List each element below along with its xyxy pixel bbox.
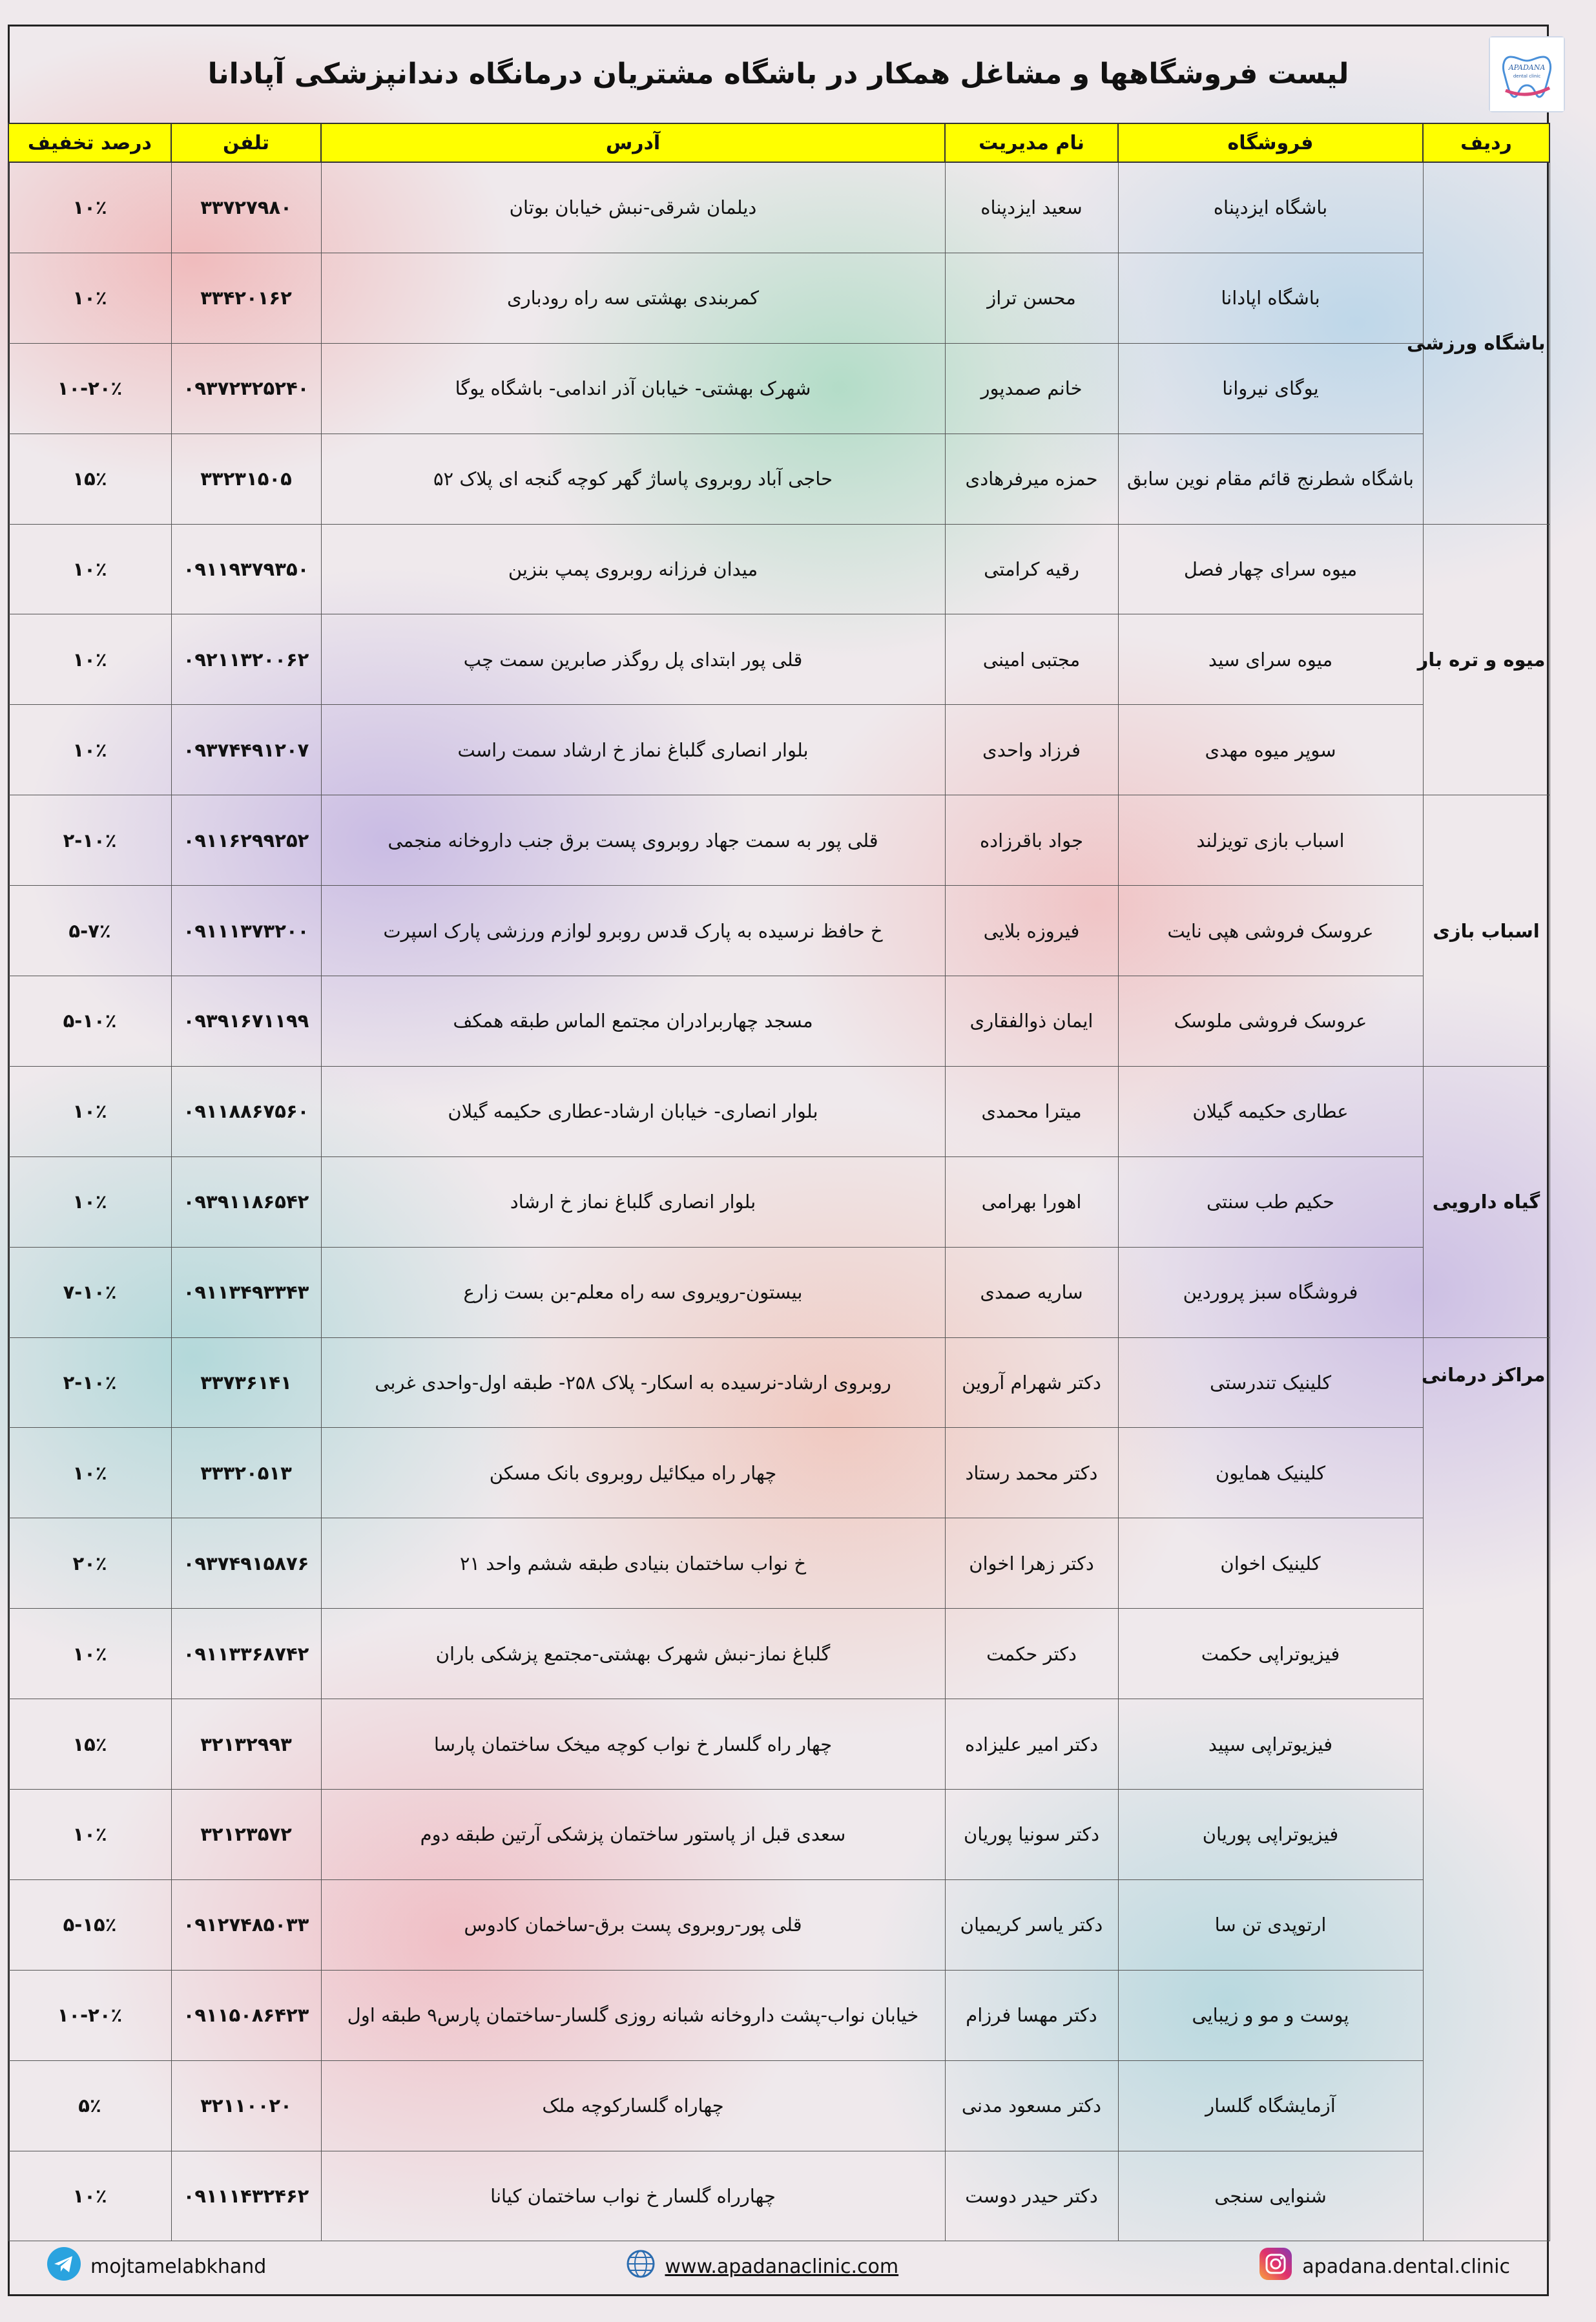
manager-cell: مجتبی امینی	[945, 614, 1118, 705]
store-cell: اسباب بازی تویزلند	[1118, 795, 1423, 886]
table-row	[8, 253, 1549, 343]
phone-cell: ۳۲۱۲۳۵۷۲	[171, 1790, 321, 1880]
address-cell: روبروی ارشاد-نرسیده به اسکار- پلاک ۲۵۸- طبقه اول-واحدی غربی	[321, 1337, 945, 1428]
manager-cell: ایمان ذوالفقاری	[945, 976, 1118, 1067]
website-url: www.apadanaclinic.com	[665, 2255, 899, 2278]
store-cell: یوگای نیروانا	[1118, 343, 1423, 434]
phone-cell: ۰۹۲۱۱۳۲۰۰۶۲	[171, 614, 321, 705]
phone-cell: ۳۳۲۳۱۵۰۵	[171, 434, 321, 524]
phone-cell: ۰۹۳۷۴۴۹۱۲۰۷	[171, 705, 321, 795]
store-cell: کلینیک تندرستی	[1118, 1337, 1423, 1428]
address-cell: بلوار انصاری- خیابان ارشاد-عطاری حکیمه گیلان	[321, 1066, 945, 1156]
manager-cell: دکتر زهرا اخوان	[945, 1518, 1118, 1609]
phone-cell: ۳۳۴۲۰۱۶۲	[171, 253, 321, 343]
discount-cell: ۵-۷٪	[8, 886, 171, 976]
table-row	[8, 1428, 1549, 1518]
table-row	[8, 1970, 1549, 2060]
table-row	[8, 1518, 1549, 1609]
instagram-handle: apadana.dental.clinic	[1302, 2255, 1510, 2278]
discount-cell: ۱۰٪	[8, 614, 171, 705]
table-row	[8, 1699, 1549, 1790]
category-cell: باشگاه ورزشی	[1423, 162, 1549, 524]
address-cell: خ نواب ساختمان بنیادی طبقه ششم واحد ۲۱	[321, 1518, 945, 1609]
store-cell: پوست و مو و زیبایی	[1118, 1970, 1423, 2060]
manager-cell: میترا محمدی	[945, 1066, 1118, 1156]
discount-cell: ۱۰٪	[8, 1428, 171, 1518]
phone-cell: ۰۹۱۱۵۰۸۶۴۲۳	[171, 1970, 321, 2060]
store-cell: باشگاه شطرنج قائم مقام نوین سابق	[1118, 434, 1423, 524]
store-cell: فیزیوتراپی حکمت	[1118, 1609, 1423, 1699]
phone-cell: ۰۹۱۲۷۴۸۵۰۳۳	[171, 1879, 321, 1970]
address-cell: مسجد چهاربرادران مجتمع الماس طبقه همکف	[321, 976, 945, 1067]
store-cell: سوپر میوه مهدی	[1118, 705, 1423, 795]
manager-cell: رقیه کرامتی	[945, 524, 1118, 614]
table-row	[8, 614, 1549, 705]
header-discount: درصد تخفیف	[8, 123, 171, 162]
table-row	[8, 1609, 1549, 1699]
discount-cell: ۱۰-۲۰٪	[8, 343, 171, 434]
store-cell: آزمایشگاه گلسار	[1118, 2060, 1423, 2151]
address-cell: خیابان نواب-پشت داروخانه شبانه روزی گلسار-ساختمان پارس۹ طبقه اول	[321, 1970, 945, 2060]
manager-cell: حمزه میرفرهادی	[945, 434, 1118, 524]
store-cell: ارتوپدی تن سا	[1118, 1879, 1423, 1970]
store-cell: فیزیوتراپی پوریان	[1118, 1790, 1423, 1880]
store-cell: کلینیک همایون	[1118, 1428, 1423, 1518]
manager-cell: دکتر مسعود مدنی	[945, 2060, 1118, 2151]
discount-cell: ۱۰٪	[8, 253, 171, 343]
title-bar	[8, 25, 1549, 123]
category-cell: گیاه دارویی	[1423, 1066, 1549, 1337]
website-link[interactable]	[626, 2249, 898, 2284]
partners-table	[8, 123, 1550, 2241]
manager-cell: دکتر حیدر دوست	[945, 2151, 1118, 2241]
discount-cell: ۱۰٪	[8, 524, 171, 614]
manager-cell: سعید ایزدپناه	[945, 162, 1118, 253]
manager-cell: خانم صمدپور	[945, 343, 1118, 434]
instagram-icon	[1258, 2246, 1293, 2286]
manager-cell: دکتر محمد رستاد	[945, 1428, 1118, 1518]
manager-cell: دکتر یاسر کریمیان	[945, 1879, 1118, 1970]
discount-cell: ۵-۱۵٪	[8, 1879, 171, 1970]
logo-brand-text: APADANA	[1508, 63, 1546, 72]
address-cell: چهاراه گلسارکوچه ملک	[321, 2060, 945, 2151]
address-cell: میدان فرزانه روبروی پمپ بنزین	[321, 524, 945, 614]
discount-cell: ۷-۱۰٪	[8, 1247, 171, 1337]
store-cell: حکیم طب سنتی	[1118, 1156, 1423, 1247]
table-row	[8, 705, 1549, 795]
phone-cell: ۰۹۱۱۶۲۹۹۲۵۲	[171, 795, 321, 886]
phone-cell: ۳۲۱۱۰۰۲۰	[171, 2060, 321, 2151]
discount-cell: ۱۰٪	[8, 2151, 171, 2241]
table-row	[8, 343, 1549, 434]
address-cell: دیلمان شرقی-نبش خیابان بوتان	[321, 162, 945, 253]
store-cell: عروسک فروشی ملوسک	[1118, 976, 1423, 1067]
phone-cell: ۰۹۱۱۹۳۷۹۳۵۰	[171, 524, 321, 614]
table-header-row	[8, 123, 1549, 162]
telegram-contact[interactable]	[47, 2246, 266, 2286]
phone-cell: ۰۹۱۱۸۸۶۷۵۶۰	[171, 1066, 321, 1156]
phone-cell: ۰۹۳۹۱۶۷۱۱۹۹	[171, 976, 321, 1067]
table-row	[8, 886, 1549, 976]
logo-sub-text: dental clinic	[1513, 74, 1541, 79]
discount-cell: ۵-۱۰٪	[8, 976, 171, 1067]
category-cell: اسباب بازی	[1423, 795, 1549, 1067]
table-row	[8, 2151, 1549, 2241]
table-row	[8, 162, 1549, 253]
address-cell: بلوار انصاری گلباغ نماز خ ارشاد	[321, 1156, 945, 1247]
table-row	[8, 1066, 1549, 1156]
footer	[8, 2237, 1549, 2296]
globe-icon	[626, 2249, 656, 2284]
category-cell: میوه و تره بار	[1423, 524, 1549, 795]
manager-cell: دکتر حکمت	[945, 1609, 1118, 1699]
address-cell: سعدی قبل از پاستور ساختمان پزشکی آرتین طبقه دوم	[321, 1790, 945, 1880]
discount-cell: ۱۰٪	[8, 1790, 171, 1880]
manager-cell: اهورا بهرامی	[945, 1156, 1118, 1247]
store-cell: عروسک فروشی هپی نایت	[1118, 886, 1423, 976]
store-cell: فیزیوتراپی سپید	[1118, 1699, 1423, 1790]
address-cell: شهرک بهشتی- خیابان آذر اندامی- باشگاه یوگا	[321, 343, 945, 434]
manager-cell: محسن تراز	[945, 253, 1118, 343]
table-row	[8, 524, 1549, 614]
discount-cell: ۱۰٪	[8, 1066, 171, 1156]
address-cell: گلباغ نماز-نبش شهرک بهشتی-مجتمع پزشکی باران	[321, 1609, 945, 1699]
manager-cell: جواد باقرزاده	[945, 795, 1118, 886]
telegram-handle: mojtamelabkhand	[90, 2255, 267, 2278]
discount-cell: ۵٪	[8, 2060, 171, 2151]
address-cell: بلوار انصاری گلباغ نماز خ ارشاد سمت راست	[321, 705, 945, 795]
page-title: لیست فروشگاهها و مشاغل همکار در باشگاه مشتریان درمانگاه دندانپزشکی آپادانا	[207, 57, 1349, 90]
address-cell: چهار راه گلسار خ نواب کوچه میخک ساختمان پارسا	[321, 1699, 945, 1790]
address-cell: خ حافظ نرسیده به پارک قدس روبرو لوازم ورزشی پارک اسپرت	[321, 886, 945, 976]
discount-cell: ۱۰٪	[8, 705, 171, 795]
store-cell: شنوایی سنجی	[1118, 2151, 1423, 2241]
address-cell: چهارراه گلسار خ نواب ساختمان کیانا	[321, 2151, 945, 2241]
phone-cell: ۰۹۱۱۳۳۶۸۷۴۲	[171, 1609, 321, 1699]
table-row	[8, 2060, 1549, 2151]
manager-cell: دکتر امیر علیزاده	[945, 1699, 1118, 1790]
phone-cell: ۰۹۳۷۴۹۱۵۸۷۶	[171, 1518, 321, 1609]
phone-cell: ۰۹۳۹۱۱۸۶۵۴۲	[171, 1156, 321, 1247]
table-row	[8, 1156, 1549, 1247]
header-phone: تلفن	[171, 123, 321, 162]
address-cell: قلی پور-روبروی پست برق-ساخمان کادوس	[321, 1879, 945, 1970]
phone-cell: ۰۹۱۱۳۴۹۳۳۴۳	[171, 1247, 321, 1337]
manager-cell: فیروزه بلایی	[945, 886, 1118, 976]
header-address: آدرس	[321, 123, 945, 162]
manager-cell: دکتر شهرام آروین	[945, 1337, 1118, 1428]
address-cell: قلی پور به سمت جهاد روبروی پست برق جنب داروخانه منجمی	[321, 795, 945, 886]
discount-cell: ۲-۱۰٪	[8, 795, 171, 886]
table-row	[8, 434, 1549, 524]
discount-cell: ۱۰٪	[8, 1609, 171, 1699]
table-row	[8, 1247, 1549, 1337]
telegram-icon	[47, 2246, 81, 2286]
address-cell: کمربندی بهشتی سه راه رودباری	[321, 253, 945, 343]
store-cell: میوه سرای سید	[1118, 614, 1423, 705]
store-cell: فروشگاه سبز پروردین	[1118, 1247, 1423, 1337]
address-cell: حاجی آباد روبروی پاساژ گهر کوچه گنجه ای پلاک ۵۲	[321, 434, 945, 524]
store-cell: عطاری حکیمه گیلان	[1118, 1066, 1423, 1156]
header-row-number: ردیف	[1423, 123, 1549, 162]
discount-cell: ۱۰٪	[8, 1156, 171, 1247]
phone-cell: ۳۳۷۲۷۹۸۰	[171, 162, 321, 253]
discount-cell: ۱۰٪	[8, 162, 171, 253]
discount-cell: ۱۰-۲۰٪	[8, 1970, 171, 2060]
store-cell: کلینیک اخوان	[1118, 1518, 1423, 1609]
phone-cell: ۰۹۳۷۲۳۲۵۲۴۰	[171, 343, 321, 434]
table-row	[8, 1790, 1549, 1880]
address-cell: چهار راه میکائیل روبروی بانک مسکن	[321, 1428, 945, 1518]
discount-cell: ۱۵٪	[8, 434, 171, 524]
phone-cell: ۳۳۳۲۰۵۱۳	[171, 1428, 321, 1518]
discount-cell: ۲-۱۰٪	[8, 1337, 171, 1428]
store-cell: میوه سرای چهار فصل	[1118, 524, 1423, 614]
table-row	[8, 976, 1549, 1067]
phone-cell: ۳۲۱۳۲۹۹۳	[171, 1699, 321, 1790]
table-row	[8, 1879, 1549, 1970]
phone-cell: ۰۹۱۱۱۴۳۲۴۶۲	[171, 2151, 321, 2241]
manager-cell: دکتر مهسا فرزام	[945, 1970, 1118, 2060]
store-cell: باشگاه ایزدپناه	[1118, 162, 1423, 253]
manager-cell: ساریه صمدی	[945, 1247, 1118, 1337]
discount-cell: ۱۵٪	[8, 1699, 171, 1790]
store-cell: باشگاه اپادانا	[1118, 253, 1423, 343]
manager-cell: دکتر سونیا پوریان	[945, 1790, 1118, 1880]
phone-cell: ۰۹۱۱۱۳۷۳۲۰۰	[171, 886, 321, 976]
phone-cell: ۳۳۷۳۶۱۴۱	[171, 1337, 321, 1428]
clinic-logo	[1489, 36, 1565, 112]
table-row	[8, 1337, 1549, 1428]
category-cell: مراکز درمانی	[1423, 1337, 1549, 2241]
address-cell: قلی پور ابتدای پل روگذر صابرین سمت چپ	[321, 614, 945, 705]
header-store: فروشگاه	[1118, 123, 1423, 162]
instagram-contact[interactable]	[1258, 2246, 1510, 2286]
manager-cell: فرزاد واحدی	[945, 705, 1118, 795]
table-row	[8, 795, 1549, 886]
address-cell: بیستون-رویروی سه راه معلم-بن بست زارع	[321, 1247, 945, 1337]
header-manager: نام مدیریت	[945, 123, 1118, 162]
discount-cell: ۲۰٪	[8, 1518, 171, 1609]
